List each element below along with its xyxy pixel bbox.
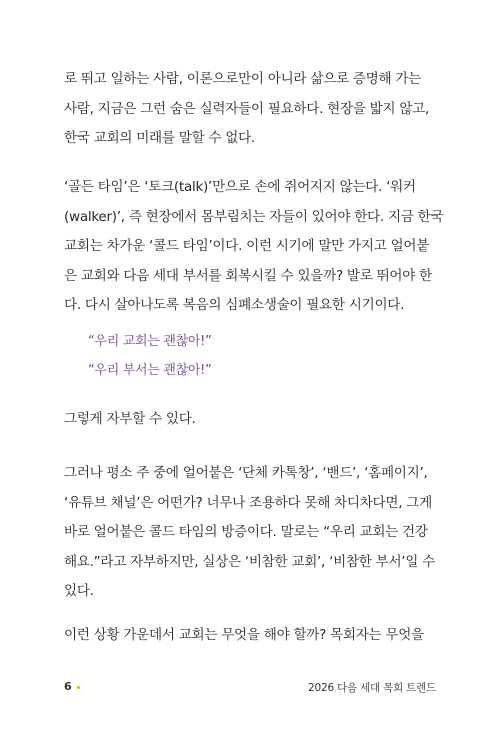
paragraph-2 [64,173,444,321]
text-line: 그러나 평소 주 중에 얼어붙은 ‘단체 카톡창’, ‘밴드’, ‘홈페이지’, [64,465,428,481]
text-line: 한국 교회의 미래를 말할 수 없다. [64,130,255,146]
text-line: 교회는 차가운 ‘콜드 타임’이다. 이런 시기에 말만 가지고 얼어붙 [64,238,430,254]
text-line: 그렇게 자부할 수 있다. [64,411,196,427]
text-line: 이런 상황 가운데서 교회는 무엇을 해야 할까? 목회자는 무엇을 [64,627,424,643]
quote-block [88,327,212,385]
text-line: (walker)’, 즉 현장에서 몸부림치는 자들이 있어야 한다. 지금 한국 [64,208,444,225]
paragraph-4 [64,459,436,607]
quote-line: “우리 부서는 괜찮아!” [88,363,212,378]
paragraph-1 [64,65,436,154]
paragraph-5 [64,621,436,651]
text-line: 바로 얼어붙은 콜드 타임의 방증이다. 말로는 “우리 교회는 건강 [64,524,428,540]
page-footer [64,678,436,698]
text-line: 사람, 지금은 그런 숨은 실력자들이 필요하다. 현장을 밟지 않고, [64,100,430,117]
text-line: 은 교회와 다음 세대 부서를 회복시킬 수 있을까? 발로 뛰어야 한 [64,267,432,284]
text-line: ‘골든 타임’은 ‘토크(talk)’만으로 손에 쥐어지지 않는다. ‘워커 [64,179,416,195]
running-title: 2026 다음 세대 목회 트렌드 [308,682,436,694]
text-line: 해요.”라고 자부하지만, 실상은 ‘비참한 교회’, ‘비참한 부서’일 수 [64,553,435,570]
paragraph-3 [64,405,436,435]
quote-line: “우리 교회는 괜찮아!” [88,334,212,349]
text-line: 로 뛰고 일하는 사람, 이론으로만이 아니라 삶으로 증명해 가는 [64,71,421,87]
text-line: 다. 다시 살아나도록 복음의 심폐소생술이 필요한 시기이다. [64,297,405,313]
text-line: ‘유튜브 채널’은 어떤가? 너무나 조용하다 못해 차디차다면, 그게 [64,494,432,511]
accent-dot-icon [77,686,80,689]
page-number: 6 [64,680,72,693]
text-line: 있다. [64,583,94,599]
